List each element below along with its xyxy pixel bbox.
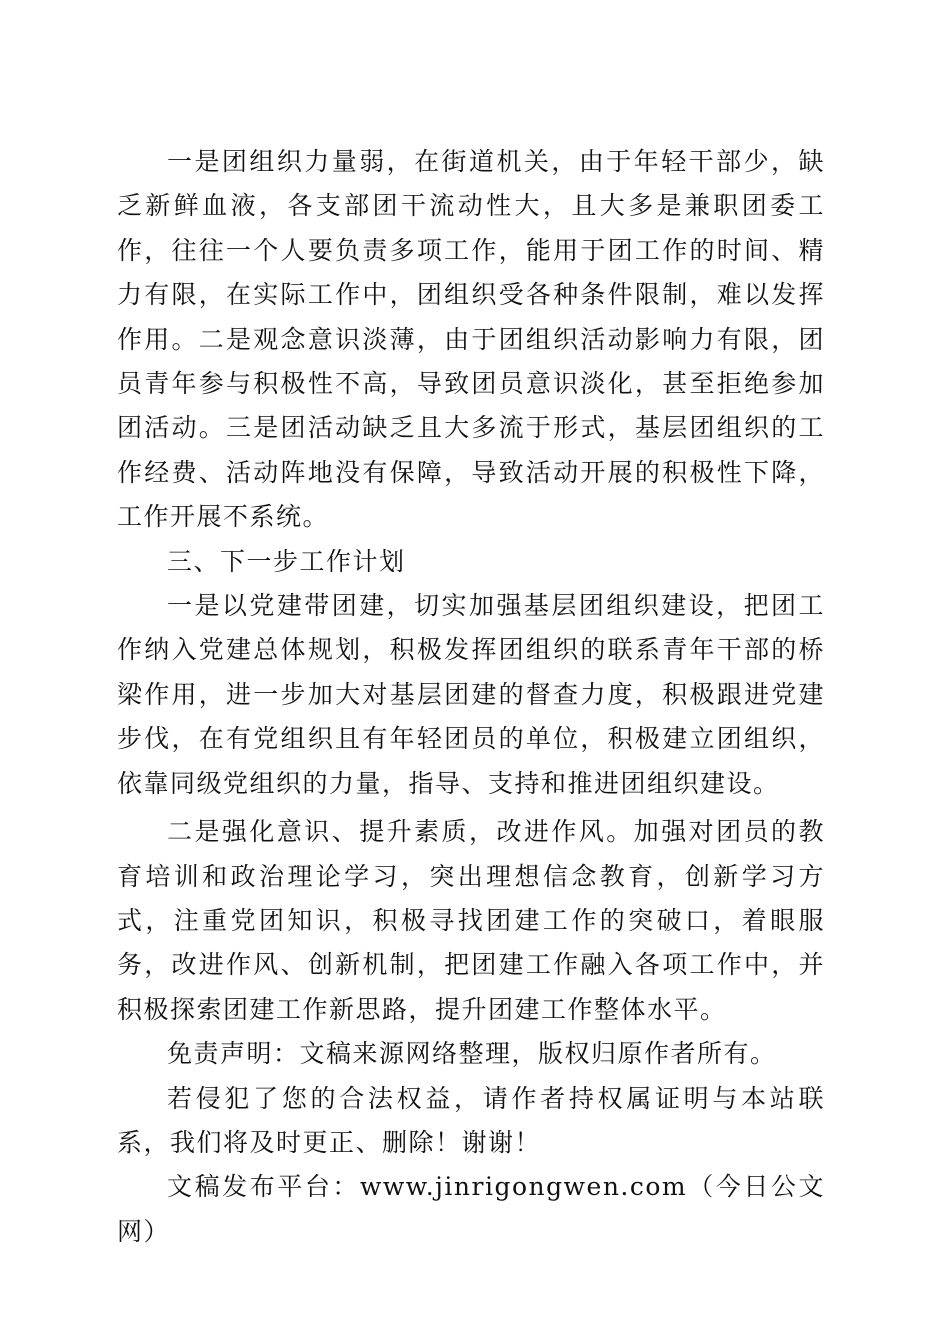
document-body: [117, 140, 825, 1254]
disclaimer-text: 免责声明：文稿来源网络整理，版权归原作者所有。: [167, 1039, 777, 1069]
plan-item-2: 二是强化意识、提升素质，改进作风。加强对团员的教育培训和政治理论学习，突出理想信念教育，创新学习方式，注重党团知识，积极寻找团建工作的突破口，着眼服务，改进作风、创新机制，把团建工作融入各项工作中，并积极探索团建工作新思路，提升团建工作整体水平。: [117, 817, 825, 1024]
infringement-notice: 若侵犯了您的合法权益，请作者持权属证明与本站联系，我们将及时更正、删除！谢谢！: [117, 1083, 825, 1157]
plan-item-1: 一是以党建带团建，切实加强基层团组织建设，把团工作纳入党建总体规划，积极发挥团组织的联系青年干部的桥梁作用，进一步加大对基层团建的督查力度，积极跟进党建步伐，在有党组织且有年轻团员的单位，积极建立团组织，依靠同级党组织的力量，指导、支持和推进团组织建设。: [117, 591, 825, 798]
platform-text: 文稿发布平台：www.jinrigongwen.com（今日公文网）: [117, 1172, 825, 1246]
section-heading: 三、下一步工作计划: [167, 546, 406, 576]
problem-paragraph: 一是团组织力量弱，在街道机关，由于年轻干部少，缺乏新鲜血液，各支部团干流动性大，且大多是兼职团委工作，往往一个人要负责多项工作，能用于团工作的时间、精力有限，在实际工作中，团组织受各种条件限制，难以发挥作用。二是观念意识淡薄，由于团组织活动影响力有限，团员青年参与积极性不高，导致团员意识淡化，甚至拒绝参加团活动。三是团活动缺乏且大多流于形式，基层团组织的工作经费、活动阵地没有保障，导致活动开展的积极性下降，工作开展不系统。: [117, 147, 825, 532]
